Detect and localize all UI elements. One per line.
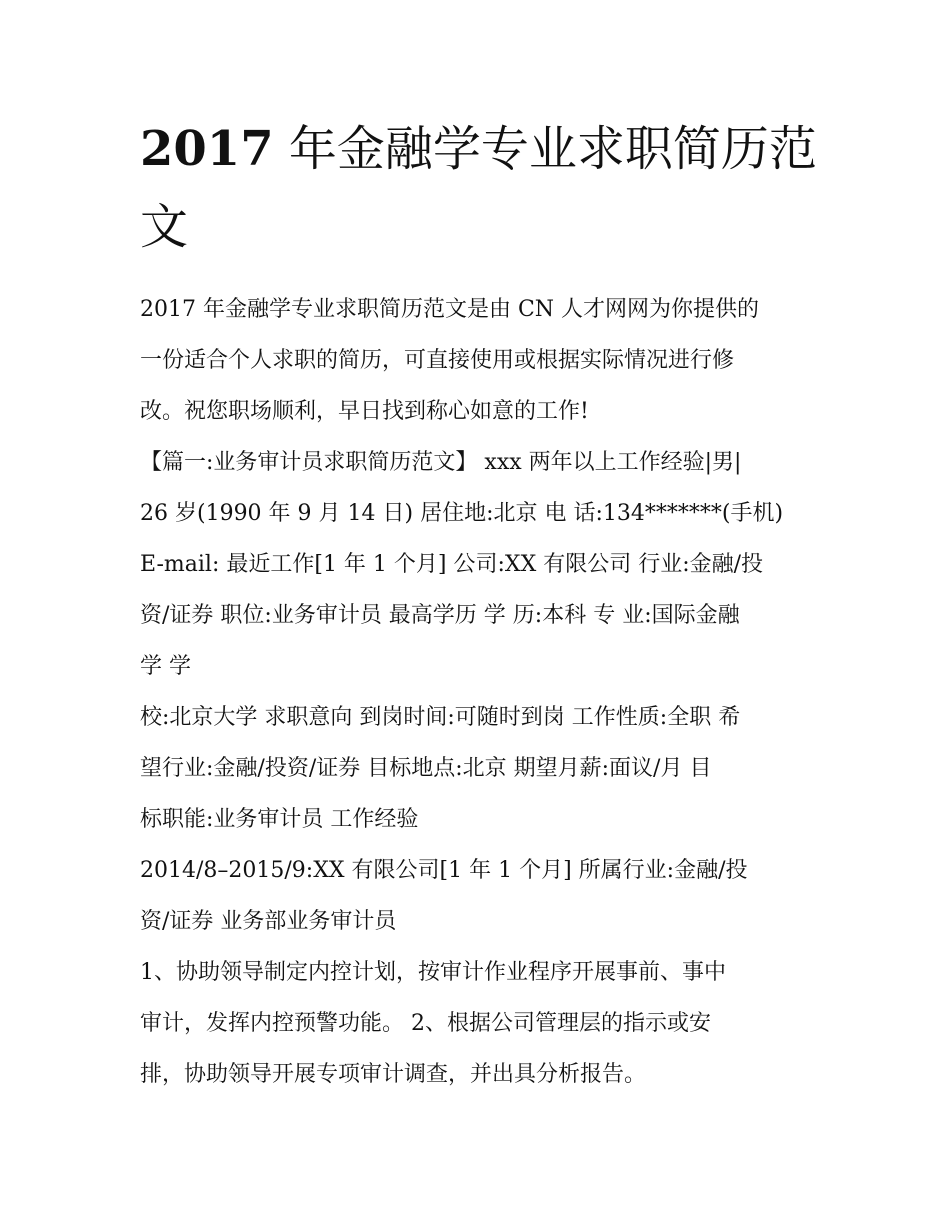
page-title [140, 110, 820, 266]
body-line: 一份适合个人求职的简历，可直接使用或根据实际情况进行修 [140, 348, 735, 373]
body-line: 1、协助领导制定内控计划，按审计作业程序开展事前、事中 [140, 960, 726, 985]
title-line-2: 文 [140, 199, 189, 255]
body-line: 资/证券 业务部业务审计员 [140, 909, 397, 934]
body-line: 望行业:金融/投资/证券 目标地点:北京 期望月薪:面议/月 目 [140, 756, 712, 781]
title-line-1 [140, 110, 820, 188]
body-line: 校:北京大学 求职意向 到岗时间:可随时到岗 工作性质:全职 希 [140, 705, 741, 730]
body-line: 排，协助领导开展专项审计调查，并出具分析报告。 [140, 1062, 647, 1087]
title-text-1: 年金融学专业求职简历范 [288, 121, 817, 177]
body-line: 2014/8–2015/9:XX 有限公司[1 年 1 个月] 所属行业:金融/投 [140, 858, 748, 883]
body-line: 26 岁(1990 年 9 月 14 日) 居住地:北京 电 话:134*******(手机) [140, 501, 784, 526]
document-page [140, 110, 820, 1100]
body-line: E-mail: 最近工作[1 年 1 个月] 公司:XX 有限公司 行业:金融/投 [140, 552, 764, 577]
body-line: 改。祝您职场顺利，早日找到称心如意的工作! [140, 399, 589, 424]
document-body [140, 284, 820, 1100]
body-line: 审计，发挥内控预警功能。 2、根据公司管理层的指示或安 [140, 1011, 711, 1036]
body-line: 资/证券 职位:业务审计员 最高学历 学 历:本科 专 业:国际金融 [140, 603, 740, 628]
body-line: 标职能:业务审计员 工作经验 [140, 807, 419, 832]
body-line: 学 学 [140, 654, 191, 679]
body-line: 【篇一:业务审计员求职简历范文】 xxx 两年以上工作经验|男| [140, 450, 742, 475]
body-line: 2017 年金融学专业求职简历范文是由 CN 人才网网为你提供的 [140, 297, 760, 322]
title-year: 2017 [140, 121, 274, 177]
